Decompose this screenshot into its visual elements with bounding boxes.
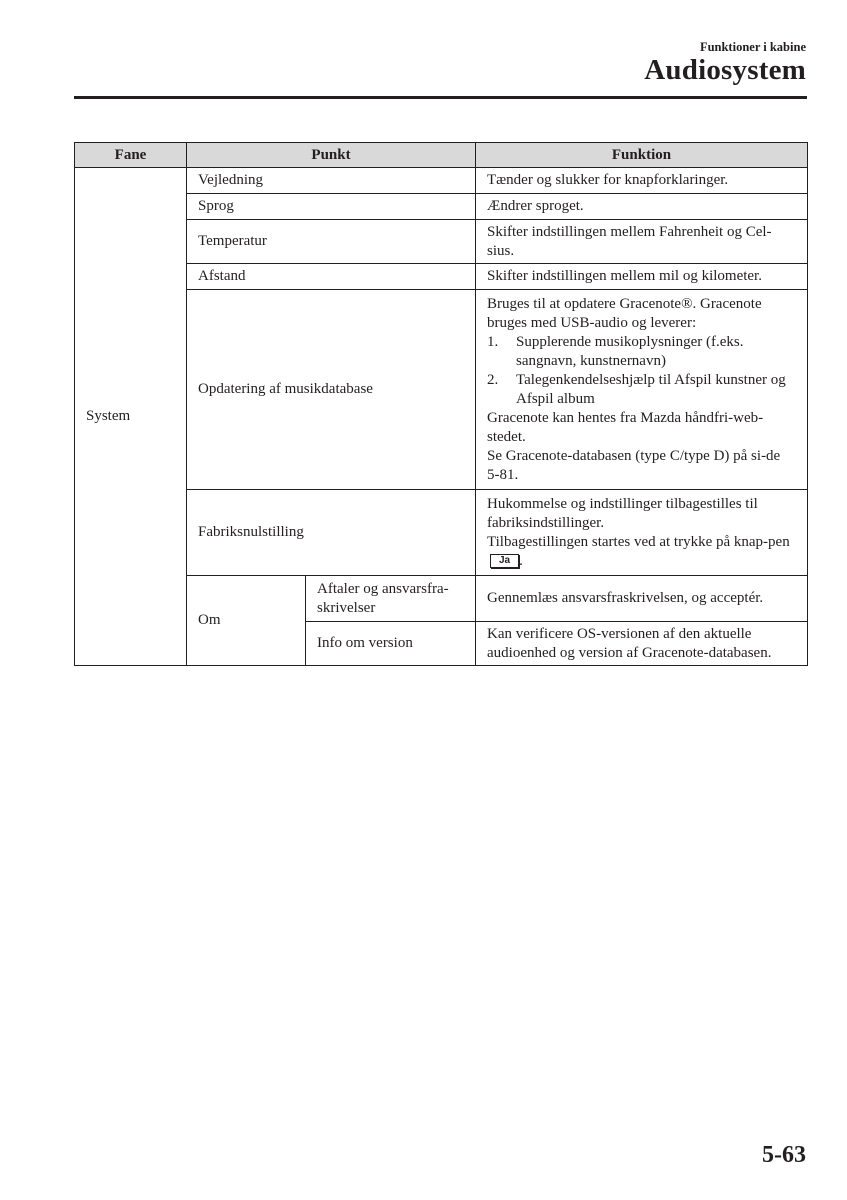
function-cell: Skifter indstillingen mellem mil og kilometer. — [476, 264, 808, 290]
column-header-fane: Fane — [75, 143, 187, 168]
function-cell: Ændrer sproget. — [476, 194, 808, 220]
function-text: Hukommelse og indstillinger tilbagestilles til fabriksindstillinger. — [487, 495, 758, 531]
list-number: 2. — [487, 371, 499, 388]
function-text-part: . — [519, 552, 523, 569]
table-header-row — [75, 143, 808, 168]
item-cell: Om — [187, 576, 306, 666]
function-cell: Gennemlæs ansvarsfraskrivelsen, og acceptér. — [476, 576, 808, 622]
page-title: Audiosystem — [644, 54, 806, 86]
item-cell: Temperatur — [187, 220, 476, 264]
list-number: 1. — [487, 333, 499, 350]
table-row — [75, 168, 808, 194]
function-cell — [476, 490, 808, 576]
ja-button-glyph: Ja — [490, 554, 519, 568]
numbered-list-item — [487, 371, 796, 409]
item-cell: Opdatering af musikdatabase — [187, 290, 476, 490]
item-cell: Vejledning — [187, 168, 476, 194]
column-header-funktion: Funktion — [476, 143, 808, 168]
subitem-cell: Aftaler og ansvarsfra-skrivelser — [306, 576, 476, 622]
settings-table — [74, 142, 808, 666]
list-text: Supplerende musikoplysninger (f.eks. sangnavn, kunstnernavn) — [516, 333, 744, 369]
function-text — [487, 533, 796, 571]
list-text: Talegenkendelseshjælp til Afspil kunstner og Afspil album — [516, 371, 786, 407]
item-cell: Sprog — [187, 194, 476, 220]
column-header-punkt: Punkt — [187, 143, 476, 168]
tab-cell-system: System — [75, 168, 187, 666]
item-cell: Afstand — [187, 264, 476, 290]
function-text-part: Tilbagestillingen startes ved at trykke på knap-pen — [487, 533, 790, 550]
function-text: Se Gracenote-databasen (type C/type D) på si-de 5-81. — [487, 447, 781, 483]
function-cell: Skifter indstillingen mellem Fahrenheit og Cel-sius. — [476, 220, 808, 264]
function-text: Bruges til at opdatere Gracenote®. Gracenote bruges med USB-audio og leverer: — [487, 295, 762, 331]
item-cell: Fabriksnulstilling — [187, 490, 476, 576]
section-header: Funktioner i kabine — [699, 40, 806, 54]
function-text: Gracenote kan hentes fra Mazda håndfri-web-stedet. — [487, 409, 764, 445]
subitem-cell: Info om version — [306, 622, 476, 666]
function-cell: Kan verificere OS-versionen af den aktuelle audioenhed og version af Gracenote-databasen. — [476, 622, 808, 666]
numbered-list-item — [487, 333, 796, 371]
function-cell: Tænder og slukker for knapforklaringer. — [476, 168, 808, 194]
header-divider — [74, 96, 807, 99]
function-cell — [476, 290, 808, 490]
page-number: 5-63 — [762, 1142, 806, 1168]
